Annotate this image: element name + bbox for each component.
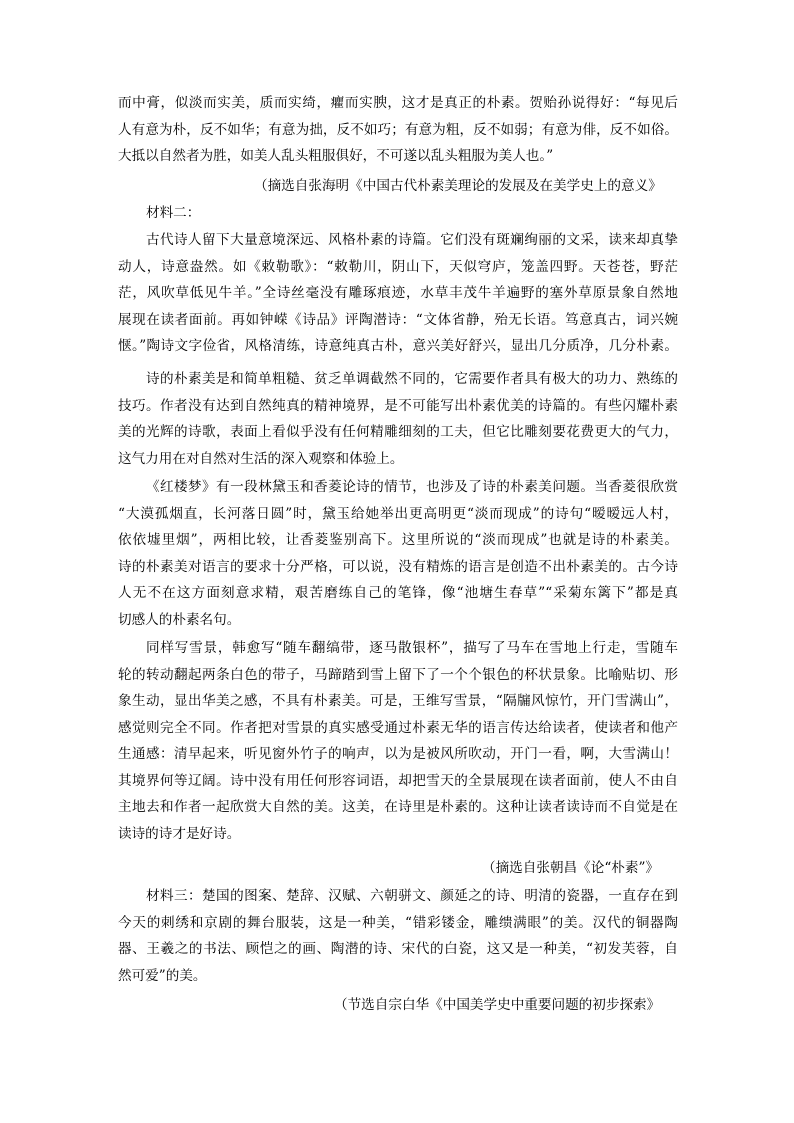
text-line: 主地去和作者一起欣赏大自然的美。这美，在诗里是朴素的。这种让读者读诗而不自觉是在 xyxy=(118,799,678,815)
text-line: 今天的刺绣和京剧的舞台服装，这是一种美，“错彩镂金，雕缋满眼”的美。汉代的铜器陶 xyxy=(118,914,678,931)
material2-paragraph-2 xyxy=(118,366,678,472)
text-line: 惬。”陶诗文字俭省，风格清练，诗意纯真古朴，意兴美好舒兴，显出几分质净，几分朴素。 xyxy=(118,338,678,354)
text-line: 感觉则完全不同。作者把对雪景的真实感受通过朴素无华的语言传达给读者，使读者和他产 xyxy=(118,719,678,736)
material2-paragraph-3 xyxy=(118,474,678,633)
material2-paragraph-1 xyxy=(118,227,678,360)
text-line: 其境界何等辽阔。诗中没有用任何形容词语，却把雪天的全景展现在读者面前，使人不由自 xyxy=(118,772,678,789)
text-line: 生通感：清早起来，听见窗外竹子的响声，以为是被风所吹动，开门一看，啊，大雪满山！ xyxy=(118,746,678,762)
text-line: 而中膏，似淡而实美，质而实绮，癯而实腴，这才是真正的朴素。贺贻孙说得好：“每见后 xyxy=(118,95,678,111)
material1-source: （摘选自张海明《中国古代朴素美理论的发展及在美学史上的意义》 xyxy=(254,178,662,194)
text-line: 古代诗人留下大量意境深远、风格朴素的诗篇。它们没有斑斓绚丽的文采，读来却真挚 xyxy=(146,232,678,248)
text-line: 动人，诗意盎然。如《敕勒歌》：“敕勒川，阴山下，天似穹庐，笼盖四野。天苍苍，野茫 xyxy=(118,258,678,275)
text-line: 茫，风吹草低见牛羊。”全诗丝毫没有雕琢痕迹，水草丰茂牛羊遍野的塞外草原景象自然地 xyxy=(118,285,678,301)
text-line: 器、王羲之的书法、顾恺之的画、陶潜的诗、宋代的白瓷，这又是一种美，“初发芙蓉，自 xyxy=(118,941,678,957)
material2-paragraph-4 xyxy=(118,635,678,847)
material2-source: （摘选自张朝昌《论“朴素”》 xyxy=(482,860,660,876)
text-line: 展现在读者面前。再如钟嵘《诗品》评陶潜诗：“文体省静，殆无长语。笃意真古，词兴婉 xyxy=(118,311,678,328)
text-line: 读诗的诗才是好诗。 xyxy=(118,825,241,842)
text-line: 材料三：楚国的图案、楚辞、汉赋、六朝骈文、颜延之的诗、明清的瓷器，一直存在到 xyxy=(146,888,678,904)
material1-paragraph xyxy=(118,90,678,170)
text-line: 大抵以自然者为胜，如美人乱头粗服俱好，不可遂以乱头粗服为美人也。” xyxy=(118,148,554,164)
text-line: 人无不在这方面刻意求精，艰苦磨练自己的笔锋，像“池塘生春草”“采菊东篱下”都是真 xyxy=(118,585,678,601)
text-line: 轮的转动翻起两条白色的带子，马蹄踏到雪上留下了一个个银色的杯状景象。比喻贴切、形 xyxy=(118,666,678,683)
material3-source: （节选自宗白华《中国美学史中重要问题的初步探索》 xyxy=(334,997,661,1013)
material2-label: 材料二： xyxy=(146,205,201,221)
text-line: 诗的朴素美对语言的要求十分严格，可以说，没有精炼的语言是创造不出朴素美的。古今诗 xyxy=(118,558,678,575)
text-line: 切感人的朴素名句。 xyxy=(118,611,241,628)
text-line: 然可爱”的美。 xyxy=(118,967,207,984)
text-line: 同样写雪景，韩愈写“随车翻缟带，逐马散银杯”，描写了马车在雪地上行走，雪随车 xyxy=(146,640,678,656)
text-line: 技巧。作者没有达到自然纯真的精神境界，是不可能写出朴素优美的诗篇的。有些闪耀朴素 xyxy=(118,397,678,414)
text-line: 依依墟里烟”，两相比较，让香菱鉴别高下。这里所说的“淡而现成”也就是诗的朴素美。 xyxy=(118,532,678,548)
text-line: 人有意为朴，反不如华；有意为拙，反不如巧；有意为粗，反不如弱；有意为俳，反不如俗。 xyxy=(118,121,678,138)
text-line: 美的光辉的诗歌，表面上看似乎没有任何精雕细刻的工夫，但它比雕刻要花费更大的气力， xyxy=(118,424,678,440)
material3-paragraph xyxy=(118,883,678,989)
text-line: “大漠孤烟直，长河落日圆”时，黛玉给她举出更高明更“淡而现成”的诗句“暧暧远人村， xyxy=(118,505,678,522)
text-line: 这气力用在对自然对生活的深入观察和体验上。 xyxy=(118,450,404,467)
text-line: 象生动，显出华美之感，不具有朴素美。可是，王维写雪景，“隔牖风惊竹，开门雪满山”， xyxy=(118,693,678,709)
text-line: 《红楼梦》有一段林黛玉和香菱论诗的情节，也涉及了诗的朴素美问题。当香菱很欣赏 xyxy=(146,479,678,495)
text-line: 诗的朴素美是和简单粗糙、贫乏单调截然不同的，它需要作者具有极大的功力、熟练的 xyxy=(146,371,678,387)
